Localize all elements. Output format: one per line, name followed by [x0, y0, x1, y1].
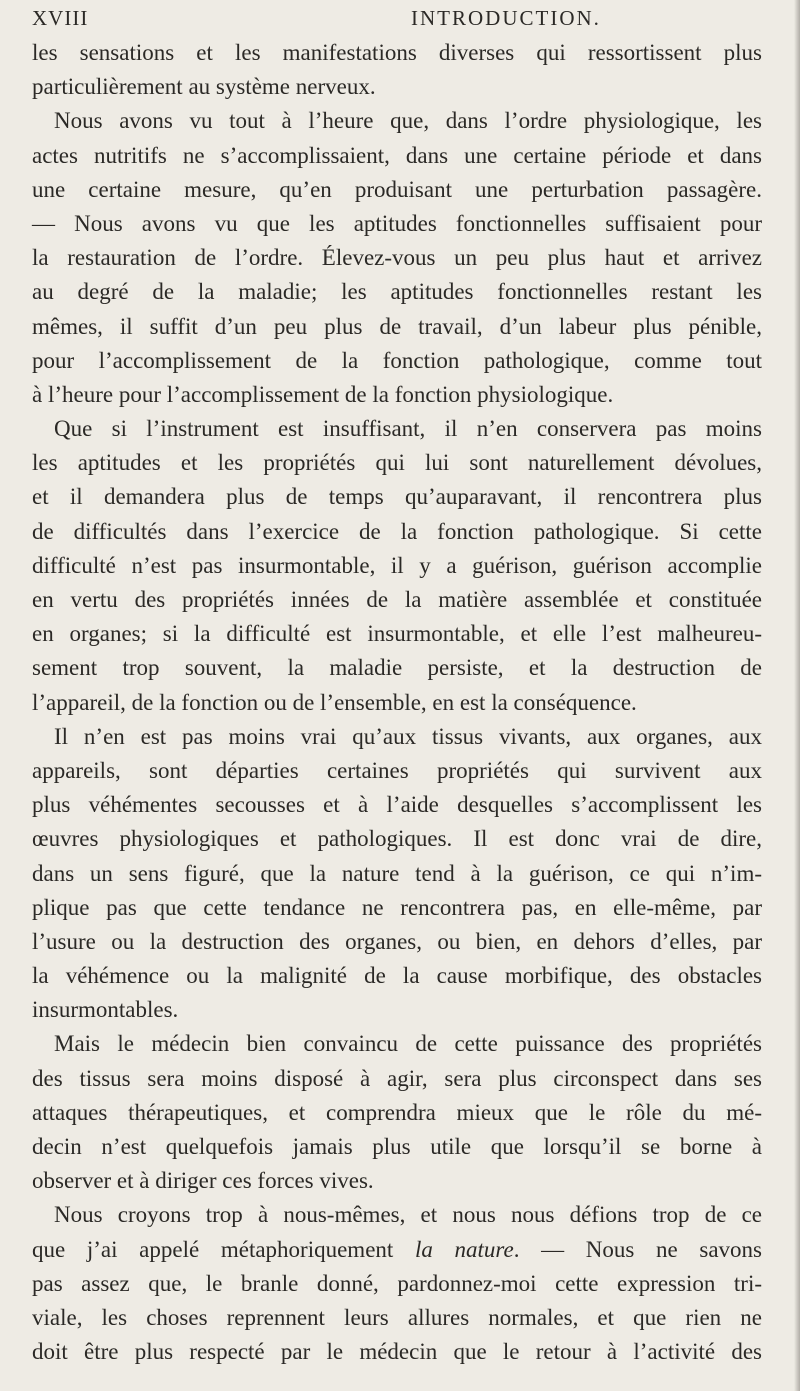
text-line: des tissus sera moins disposé à agir, sera plus circonspect dans ses: [32, 1065, 762, 1091]
text-line: Nous avons vu tout à l’heure que, dans l’ordre physiologique, les: [54, 108, 762, 134]
text-line: observer et à diriger ces forces vives.: [32, 1168, 374, 1194]
text-line: en vertu des propriétés innées de la matière assemblée et constituée: [32, 587, 762, 612]
text-line: mêmes, il suffit d’un peu plus de travail, d’un labeur plus pénible,: [32, 313, 762, 339]
page-edge-shadow: [794, 0, 800, 1391]
text-line: la véhémence ou la malignité de la cause morbifique, des obstacles: [32, 963, 762, 989]
text-line: insurmontables.: [32, 997, 179, 1023]
text-line: attaques thérapeutiques, et comprendra mieux que le rôle du mé-: [32, 1099, 762, 1125]
page-number: XVIII: [32, 6, 89, 30]
text-line: doit être plus respecté par le médecin que le retour à l’activité des: [32, 1339, 762, 1365]
text-line: — Nous avons vu que les aptitudes fonctionnelles suffisaient pour: [32, 210, 762, 236]
text-line: l’usure ou la destruction des organes, ou bien, en dehors d’elles, par: [32, 928, 762, 954]
text-line: une certaine mesure, qu’en produisant une perturbation passagère.: [32, 176, 762, 202]
text-line: sement trop souvent, la maladie persiste, et la destruction de: [32, 655, 762, 681]
text-line: à l’heure pour l’accomplissement de la fonction physiologique.: [32, 381, 614, 407]
text-line: viale, les choses reprennent leurs allures normales, et que rien ne: [32, 1304, 762, 1330]
text-line: et il demandera plus de temps qu’auparavant, il rencontrera plus: [32, 484, 762, 510]
text-line: œuvres physiologiques et pathologiques. Il est donc vrai de dire,: [32, 826, 762, 852]
text-line: la restauration de l’ordre. Élevez-vous un peu plus haut et arrivez: [32, 245, 762, 271]
body-text: [32, 36, 762, 1369]
text-line: au degré de la maladie; les aptitudes fonctionnelles restant les: [32, 279, 762, 305]
text-line: appareils, sont départies certaines propriétés qui survivent aux: [32, 757, 762, 783]
text-line: particulièrement au système nerveux.: [32, 74, 376, 100]
text-line: plus véhémentes secousses et à l’aide desquelles s’accomplissent les: [32, 792, 762, 818]
text-line: Nous croyons trop à nous-mêmes, et nous nous défions trop de ce: [54, 1202, 762, 1228]
text-line: de difficultés dans l’exercice de la fonction pathologique. Si cette: [32, 518, 762, 544]
text-line: Que si l’instrument est insuffisant, il n’en conservera pas moins: [54, 416, 762, 442]
text-line: que j’ai appelé métaphoriquement la nature. — Nous ne savons: [32, 1236, 762, 1262]
text-line: Il n’en est pas moins vrai qu’aux tissus vivants, aux organes, aux: [54, 723, 762, 749]
text-line: Mais le médecin bien convaincu de cette puissance des propriétés: [54, 1031, 762, 1057]
text-line: dans un sens figuré, que la nature tend à la guérison, ce qui n’im-: [32, 860, 762, 886]
text-line: pas assez que, le branle donné, pardonnez-moi cette expression tri-: [32, 1270, 762, 1296]
text-line: plique pas que cette tendance ne rencontrera pas, en elle-même, par: [32, 894, 762, 920]
text-line: difficulté n’est pas insurmontable, il y a guérison, guérison accomplie: [32, 552, 762, 578]
text-line: actes nutritifs ne s’accomplissaient, dans une certaine période et dans: [32, 142, 762, 168]
page-header: [32, 6, 760, 32]
text-line: les aptitudes et les propriétés qui lui sont naturellement dévolues,: [32, 450, 762, 476]
text-line: en organes; si la difficulté est insurmontable, et elle l’est malheureu-: [32, 621, 762, 647]
text-line: decin n’est quelquefois jamais plus utile que lorsqu’il se borne à: [32, 1134, 762, 1159]
text-line: l’appareil, de la fonction ou de l’ensemble, en est la conséquence.: [32, 689, 637, 715]
italic-term: la nature: [414, 1236, 514, 1262]
running-head: INTRODUCTION.: [411, 6, 601, 30]
text-line: les sensations et les manifestations diverses qui ressortissent plus: [32, 40, 762, 65]
text-line: pour l’accomplissement de la fonction pathologique, comme tout: [32, 347, 762, 373]
